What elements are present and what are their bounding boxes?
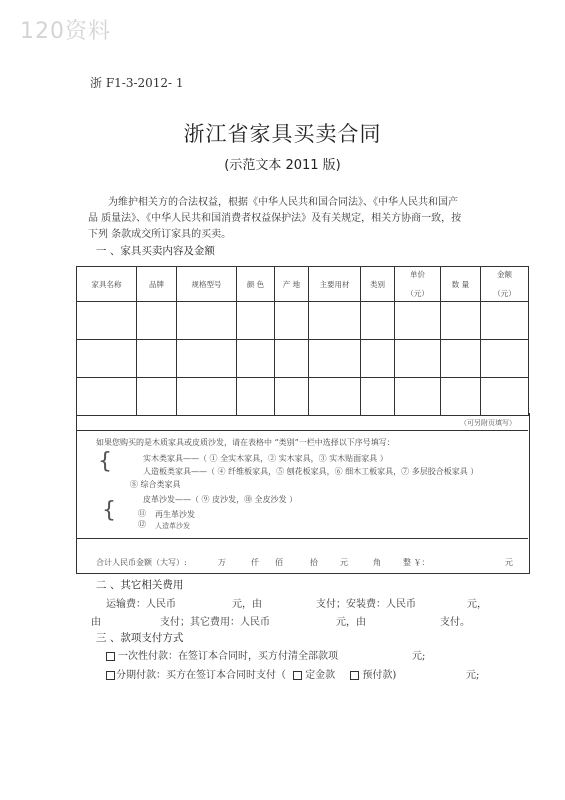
total-label: 合计人民币金额（大写）: [96, 558, 187, 567]
header-color: 颜 色 [237, 267, 275, 302]
category-board: 人造板类家具——（ ④ 纤维板家具，⑤ 刨花板家具，⑥ 细木工板家具，⑦ 多层胶合板家具 ） [143, 467, 479, 476]
total-unit-zheng: 整 ￥： [403, 558, 430, 567]
category-solid: 实木类家具——（ ① 全实木家具，② 实木家具，③ 实木贴面家具 ） [143, 454, 388, 463]
intro-line-2: 品 质量法》、《中华人民共和国消费者权益保护法》及有关规定，相关方协商一致，按 [88, 213, 462, 224]
total-unit-bai: 佰 [275, 558, 283, 567]
header-quantity: 数 量 [441, 267, 481, 302]
fee-install-label: 支付；安装费：人民币 [316, 599, 416, 610]
category-composite: ⑧ 综合类家具 [130, 480, 181, 489]
table-row [77, 302, 529, 340]
intro-line-3: 下列 条款成交所订家具的买卖。 [88, 229, 232, 240]
pay-installment-label: 分期付款：买方在签订本合同时支付（ [116, 670, 286, 681]
prepay-label: 预付款) [362, 670, 397, 681]
amount-unit: （元） [493, 289, 516, 298]
fee-transport-label: 运输费：人民币 [106, 599, 176, 610]
section-1-heading: 一 、家具买卖内容及金额 [96, 245, 215, 257]
pay-installment-unit: 元; [466, 670, 480, 681]
header-brand: 品牌 [137, 267, 177, 302]
brace-icon: { [98, 449, 112, 474]
header-material: 主要用材 [309, 267, 361, 302]
header-unit-price [395, 267, 441, 302]
number-11: ⑪ [138, 509, 146, 518]
total-unit-qian: 仟 [251, 558, 259, 567]
table-header-row [77, 267, 529, 302]
fee-other-end: 支付。 [440, 617, 470, 628]
total-unit-yuan: 元 [340, 558, 348, 567]
page-title: 浙江省家具买卖合同 [183, 122, 382, 146]
fee-install-unit: 元， [467, 599, 487, 610]
table-row [77, 340, 529, 378]
page-subtitle: (示范文本 2011 版) [224, 158, 341, 173]
total-unit-shi: 拾 [310, 558, 318, 567]
header-origin: 产 地 [275, 267, 309, 302]
table-row [77, 378, 529, 416]
pay-once-option[interactable] [106, 647, 338, 662]
unit-price-label: 单价 [410, 270, 425, 279]
checkbox-icon[interactable] [106, 671, 115, 680]
intro-line-1: 为维护相关方的合法权益，根据《中华人民共和国合同法》、《中华人民共和国产 [108, 197, 458, 208]
number-12: ⑫ [138, 520, 146, 529]
deposit-checkbox-icon[interactable] [293, 671, 302, 680]
total-unit-jiao: 角 [373, 558, 381, 567]
total-end: 元 [505, 558, 513, 567]
unit-price-unit: （元） [406, 289, 429, 298]
divider [76, 538, 528, 539]
pay-once-unit: 元; [412, 651, 426, 662]
divider [76, 430, 528, 431]
fee-other-by: 元，由 [336, 617, 366, 628]
fee-install-by: 由 [91, 617, 101, 628]
section-2-heading: 二 、其它相关费用 [96, 579, 184, 591]
section-3-heading: 三 、款项支付方式 [96, 632, 184, 644]
deposit-label: 定金款 [305, 670, 336, 681]
header-model: 规格型号 [177, 267, 237, 302]
pay-installment-option[interactable] [106, 666, 396, 681]
goods-table [76, 266, 529, 416]
category-artificial-leather: 人造革沙发 [155, 522, 190, 530]
fee-transport-by: 元，由 [232, 599, 262, 610]
header-name: 家具名称 [77, 267, 137, 302]
category-leather: 皮革沙发——（ ⑨ 皮沙发，⑩ 全皮沙发 ） [143, 495, 298, 504]
prepay-checkbox-icon[interactable] [350, 671, 359, 680]
checkbox-icon[interactable] [106, 652, 115, 661]
fee-other-label: 支付；其它费用：人民币 [160, 617, 270, 628]
amount-label: 金额 [497, 270, 512, 279]
header-amount [481, 267, 529, 302]
header-category: 类别 [361, 267, 395, 302]
document-code: 浙 F1-3-2012- 1 [90, 76, 184, 90]
pay-once-label: 一次性付款：在签订本合同时，买方付清全部款项 [118, 651, 338, 662]
brace-icon: { [102, 498, 116, 523]
category-recycled-leather: 再生革沙发 [155, 510, 195, 519]
total-unit-wan: 万 [218, 558, 226, 567]
table-note: （可另附页填写） [460, 419, 516, 427]
category-intro: 如果您购买的是木质家具或皮质沙发，请在表格中 “类别”一栏中选择以下序号填写： [96, 438, 395, 447]
watermark: 120资料 [20, 19, 111, 44]
